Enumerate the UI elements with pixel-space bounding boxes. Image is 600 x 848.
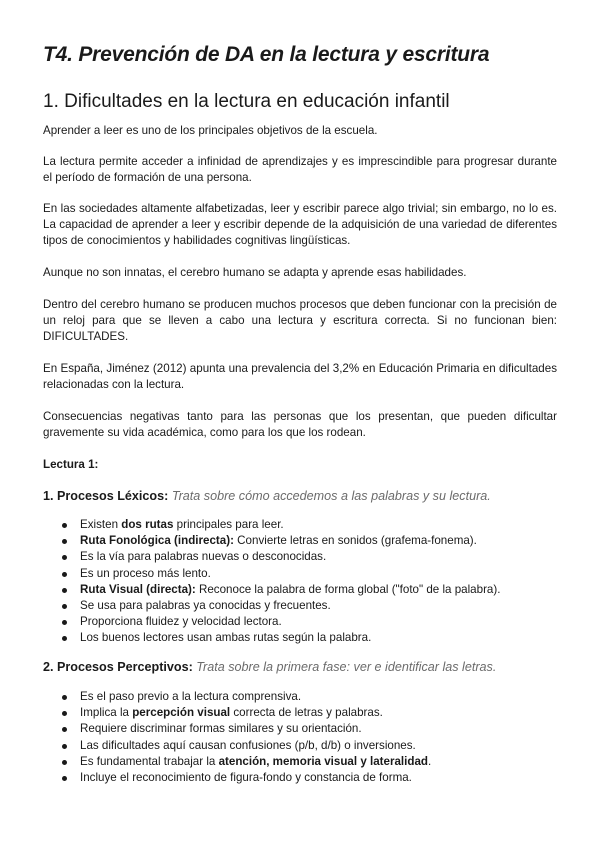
list-item: Las dificultades aquí causan confusiones (p/b, d/b) o inversiones. bbox=[43, 738, 563, 754]
bullet-icon bbox=[62, 604, 67, 609]
bullet-list bbox=[43, 689, 563, 786]
bullet-icon bbox=[62, 588, 67, 593]
subsection-heading bbox=[43, 660, 496, 674]
paragraph: La lectura permite acceder a infinidad de aprendizajes y es imprescindible para progresar durante el período de formación de una persona. bbox=[43, 155, 557, 184]
subsection-heading bbox=[43, 489, 491, 503]
list-item: Incluye el reconocimiento de figura-fondo y constancia de forma. bbox=[43, 770, 563, 786]
bullet-icon bbox=[62, 523, 67, 528]
bullet-icon bbox=[62, 620, 67, 625]
bullet-icon bbox=[62, 555, 67, 560]
list-item: Proporciona fluidez y velocidad lectora. bbox=[43, 614, 563, 630]
bullet-icon bbox=[62, 711, 67, 716]
bullet-icon bbox=[62, 727, 67, 732]
list-item: Implica la percepción visual correcta de letras y palabras. bbox=[43, 705, 563, 721]
paragraph: Consecuencias negativas tanto para las personas que los presentan, que pueden dificultar gravemente su vida académica, como para los que los rodean. bbox=[43, 410, 557, 439]
list-item: Es el paso previo a la lectura comprensiva. bbox=[43, 689, 563, 705]
list-item: Los buenos lectores usan ambas rutas según la palabra. bbox=[43, 630, 563, 646]
bullet-icon bbox=[62, 744, 67, 749]
list-item: Es un proceso más lento. bbox=[43, 566, 563, 582]
list-item: Es fundamental trabajar la atención, memoria visual y lateralidad. bbox=[43, 754, 563, 770]
bullet-icon bbox=[62, 636, 67, 641]
list-item: Ruta Visual (directa): Reconoce la palabra de forma global ("foto" de la palabra). bbox=[43, 582, 563, 598]
document-title: T4. Prevención de DA en la lectura y escritura bbox=[43, 43, 490, 66]
list-item: Existen dos rutas principales para leer. bbox=[43, 517, 563, 533]
lectura-label: Lectura 1: bbox=[43, 458, 99, 471]
section-heading: 1. Dificultades en la lectura en educación infantil bbox=[43, 91, 450, 112]
paragraph: Aunque no son innatas, el cerebro humano se adapta y aprende esas habilidades. bbox=[43, 266, 467, 279]
list-item: Ruta Fonológica (indirecta): Convierte letras en sonidos (grafema-fonema). bbox=[43, 533, 563, 549]
subsection-title: 1. Procesos Léxicos: bbox=[43, 489, 169, 503]
paragraph: Aprender a leer es uno de los principales objetivos de la escuela. bbox=[43, 124, 378, 137]
bullet-icon bbox=[62, 776, 67, 781]
subsection-subtitle: Trata sobre cómo accedemos a las palabras y su lectura. bbox=[171, 489, 491, 503]
paragraph: En España, Jiménez (2012) apunta una prevalencia del 3,2% en Educación Primaria en dificultades relacionadas con la lectura. bbox=[43, 362, 557, 391]
paragraph: Dentro del cerebro humano se producen muchos procesos que deben funcionar con la precisión de un reloj para que se lleven a cabo una lectura y escritura correcta. Si no funcionan bien: DIFICULTADES. bbox=[43, 298, 557, 343]
bullet-icon bbox=[62, 539, 67, 544]
bullet-list bbox=[43, 517, 563, 647]
bullet-icon bbox=[62, 695, 67, 700]
subsection-subtitle: Trata sobre la primera fase: ver e identificar las letras. bbox=[196, 660, 497, 674]
subsection-title: 2. Procesos Perceptivos: bbox=[43, 660, 193, 674]
paragraph: En las sociedades altamente alfabetizadas, leer y escribir parece algo trivial; sin embargo, no lo es. La capacidad de aprender a leer y escribir depende de la adquisición de una variedad de diferentes tipos de conocimientos y habilidades cognitivas lingüísticas. bbox=[43, 202, 557, 247]
list-item: Requiere discriminar formas similares y su orientación. bbox=[43, 721, 563, 737]
list-item: Es la vía para palabras nuevas o desconocidas. bbox=[43, 549, 563, 565]
bullet-icon bbox=[62, 572, 67, 577]
list-item: Se usa para palabras ya conocidas y frecuentes. bbox=[43, 598, 563, 614]
bullet-icon bbox=[62, 760, 67, 765]
